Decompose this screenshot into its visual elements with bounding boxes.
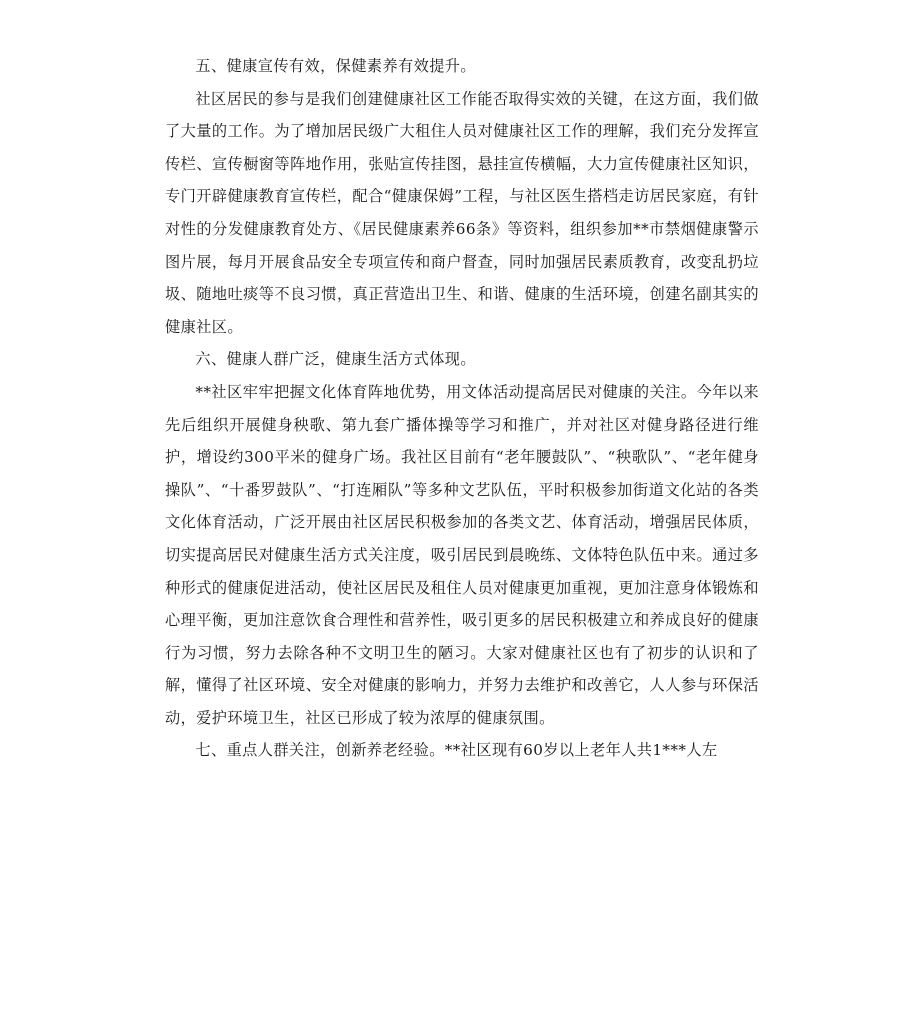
paragraph-health-promotion: 社区居民的参与是我们创建健康社区工作能否取得实效的关键，在这方面，我们做了大量的工作。为了增加居民级广大租住人员对健康社区工作的理解，我们充分发挥宣传栏、宣传橱窗等阵地作用，张贴宣传挂图，悬挂宣传横幅，大力宣传健康社区知识，专门开辟健康教育宣传栏，配合“健康保姆”工程，与社区医生搭档走访居民家庭，有针对性的分发健康教育处方、《居民健康素养66条》等资料，组织参加**市禁烟健康警示图片展，每月开展食品安全专项宣传和商户督查，同时加强居民素质教育，改变乱扔垃圾、随地吐痰等不良习惯，真正营造出卫生、和谐、健康的生活环境，创建名副其实的健康社区。: [165, 89, 759, 336]
paragraph-healthy-lifestyle: **社区牢牢把握文化体育阵地优势，用文体活动提高居民对健康的关注。今年以来先后组织开展健身秧歌、第九套广播体操等学习和推广，并对社区对健身路径进行维护，增设约300平米的健身广场。我社区目前有“老年腰鼓队”、“秧歌队”、“老年健身操队”、“十番罗鼓队”、“打连厢队”等多种文艺队伍，平时积极参加街道文化站的各类文化体育活动，广泛开展由社区居民积极参加的各类文艺、体育活动，增强居民体质，切实提高居民对健康生活方式关注度，吸引居民到晨晚练、文体特色队伍中来。通过多种形式的健康促进活动，使社区居民及租住人员对健康更加重视，更加注意身体锻炼和心理平衡，更加注意饮食合理性和营养性，吸引更多的居民积极建立和养成良好的健康行为习惯，努力去除各种不文明卫生的陋习。大家对健康社区也有了初步的认识和了解，懂得了社区环境、安全对健康的影响力，并努力去维护和改善它，人人参与环保活动，爱护环境卫生，社区已形成了较为浓厚的健康氛围。: [165, 382, 759, 727]
document-page: [165, 50, 759, 767]
section-heading-6: 六、健康人群广泛，健康生活方式体现。: [195, 350, 476, 369]
section-heading-5: 五、健康宣传有效，保健素养有效提升。: [195, 57, 476, 75]
section-heading-7: 七、重点人群关注，创新养老经验。**社区现有60岁以上老年人共1***人左: [195, 741, 718, 760]
